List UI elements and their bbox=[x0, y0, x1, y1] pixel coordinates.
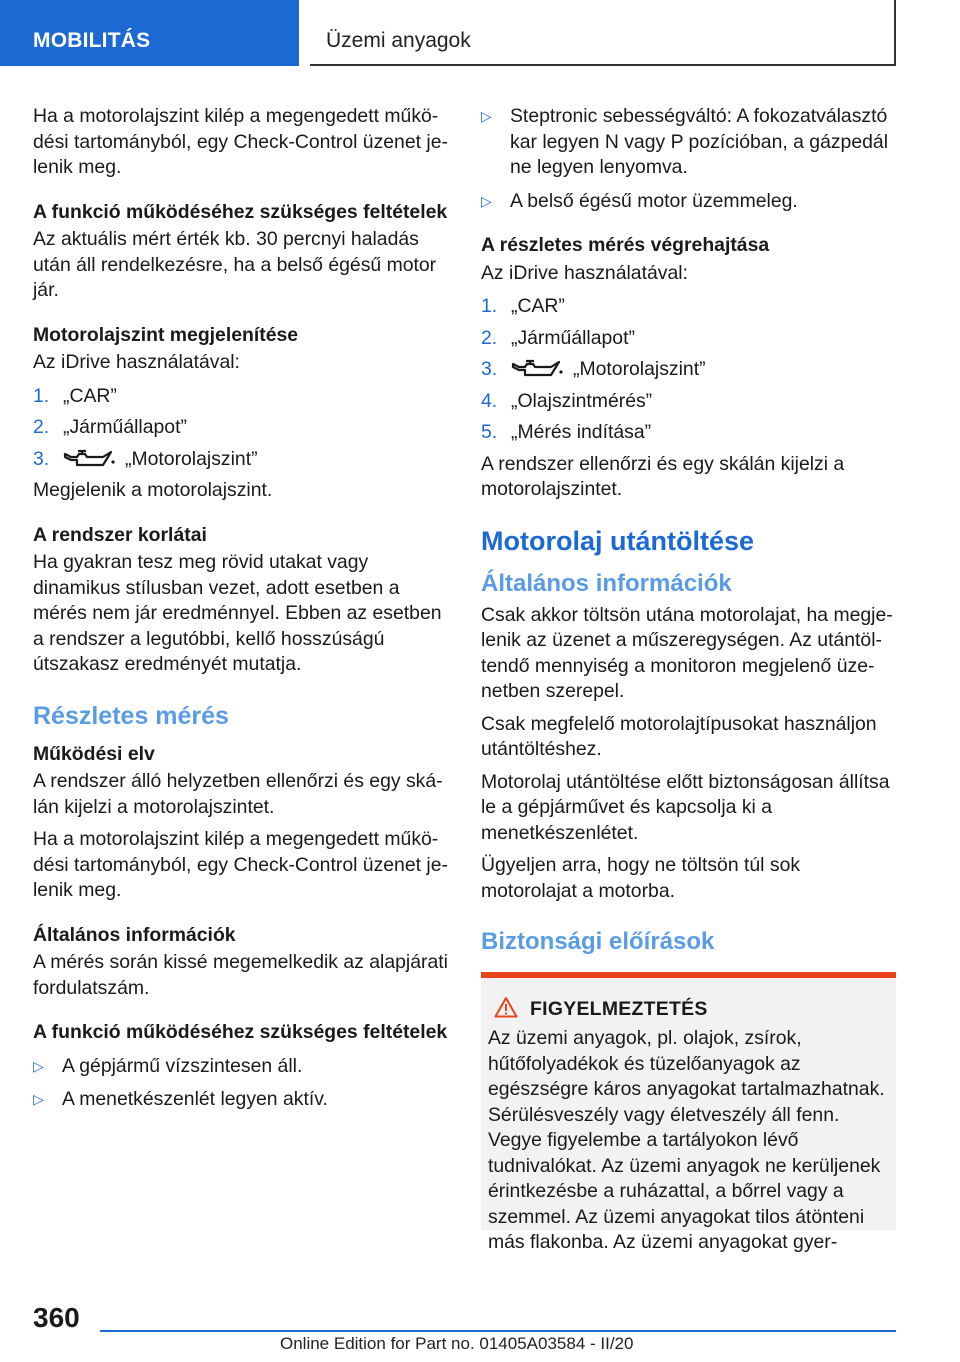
list-item bbox=[481, 389, 896, 415]
subheading-limits: A rendszer korlátai bbox=[33, 523, 207, 546]
paragraph: Csak megfelelő motorolajtípusokat használjon utántöltéshez. bbox=[481, 712, 877, 760]
step-number: 3. bbox=[481, 358, 498, 380]
step-number: 1. bbox=[33, 384, 50, 407]
list-item bbox=[481, 189, 896, 215]
step-number: 1. bbox=[481, 295, 498, 317]
footer-divider bbox=[100, 1330, 896, 1332]
list-item bbox=[33, 1087, 449, 1113]
paragraph: A mérés során kissé megemelkedik az alapjárati fordulatszám. bbox=[33, 951, 448, 999]
page-header bbox=[0, 0, 960, 66]
heading-detailed-measurement: Részletes mérés bbox=[33, 701, 229, 730]
right-column bbox=[481, 104, 896, 1253]
step-text: „Járműállapot” bbox=[511, 326, 635, 349]
list-item bbox=[481, 357, 896, 383]
list-item bbox=[33, 447, 449, 473]
list-item bbox=[481, 104, 896, 181]
paragraph: Csak akkor töltsön utána motorolajat, ha megjelenik az üzenet a műszeregységen. Az utántöltendő mennyiség a monitoron megjelenő üzenetben szerepel. bbox=[481, 603, 893, 702]
bullet-list bbox=[481, 104, 896, 214]
subheading-principle: Működési elv bbox=[33, 742, 155, 765]
list-item bbox=[481, 294, 896, 320]
warning-title-text: FIGYELMEZTETÉS bbox=[530, 998, 708, 1020]
warning-title bbox=[488, 996, 888, 1022]
step-number: 2. bbox=[481, 326, 498, 349]
paragraph: Az iDrive használatával: bbox=[33, 351, 240, 373]
paragraph: A rendszer ellenőrzi és egy skálán kijelzi a motorolajszintet. bbox=[481, 452, 845, 500]
list-item bbox=[33, 415, 449, 441]
bullet-text: A gépjármű vízszintesen áll. bbox=[62, 1054, 303, 1077]
paragraph: Ha gyakran tesz meg rövid utakat vagy dinamikus stílusban vezet, adott esetben a mérés nem jár eredménnyel. Ebben az esetben a rendszer a legutóbbi, kellő hosszúságú útszakasz eredményét mutatja. bbox=[33, 551, 442, 675]
list-item bbox=[33, 384, 449, 410]
heading-general-info: Általános információk bbox=[481, 569, 732, 597]
paragraph: Megjelenik a motorolajszint. bbox=[33, 479, 273, 501]
step-text: „Motorolajszint” bbox=[573, 358, 706, 380]
warning-text: Az üzemi anyagok, pl. olajok, zsírok, hűtőfolyadékok és tüzelőanyagok az egészségre káros anyagokat tartalmazhatnak. Sérülésveszély vagy életveszély áll fenn. Vegye figyelembe a tartályokon lévő tudnivalókat. Az üzemi anyagok ne kerüljenek érintkezésbe a ruházattal, a bőrrel vagy a szemmel. Az üzemi anyagokat tilos átönteni más flakonba. Az üzemi anyagokat gyer- bbox=[488, 1027, 885, 1253]
paragraph: A rendszer álló helyzetben ellenőrzi és egy skálán kijelzi a motorolajszintet. bbox=[33, 770, 443, 818]
step-number: 4. bbox=[481, 389, 498, 412]
paragraph: Az iDrive használatával: bbox=[481, 261, 688, 284]
heading-safety: Biztonsági előírások bbox=[481, 928, 715, 955]
step-number: 3. bbox=[33, 447, 50, 470]
subheading-display: Motorolajszint megjelenítése bbox=[33, 323, 299, 346]
heading-oil-refill: Motorolaj utántöltése bbox=[481, 525, 755, 556]
paragraph: Ügyeljen arra, hogy ne töltsön túl sok motorolajat a motorba. bbox=[481, 854, 801, 902]
list-item bbox=[33, 1054, 449, 1080]
paragraph: Az aktuális mért érték kb. 30 percnyi haladás után áll rendelkezésre, ha a belső égésű motor jár. bbox=[33, 228, 437, 301]
list-item bbox=[481, 420, 896, 446]
edition-text: Online Edition for Part no. 01405A03584 - II/20 bbox=[280, 1334, 634, 1353]
chapter-title: Üzemi anyagok bbox=[310, 0, 896, 66]
warning-triangle-icon bbox=[494, 996, 518, 1018]
step-text: „Olajszintmérés” bbox=[511, 389, 653, 412]
bullet-list bbox=[33, 1054, 449, 1113]
step-text: „CAR” bbox=[63, 384, 117, 407]
subheading-perform: A részletes mérés végrehajtása bbox=[481, 234, 770, 256]
list-item bbox=[481, 326, 896, 352]
triangle-bullet-icon: ▷ bbox=[481, 108, 492, 124]
paragraph: Motorolaj utántöltése előtt biztonságosan állítsa le a gépjárművet és kapcsolja ki a menetkészenlétet. bbox=[481, 770, 890, 844]
step-number: 2. bbox=[33, 416, 50, 438]
step-text: „Járműállapot” bbox=[63, 416, 187, 438]
subheading-general: Általános információk bbox=[33, 923, 236, 946]
triangle-bullet-icon: ▷ bbox=[33, 1057, 44, 1074]
step-text: „Mérés indítása” bbox=[511, 421, 652, 443]
warning-box bbox=[481, 972, 896, 1253]
paragraph: Ha a motorolajszint kilép a megengedett működési tartományból, egy Check-Control üzenet jelenik meg. bbox=[33, 828, 448, 901]
triangle-bullet-icon: ▷ bbox=[33, 1091, 44, 1107]
section-tab: MOBILITÁS bbox=[0, 0, 299, 66]
triangle-bullet-icon: ▷ bbox=[481, 192, 492, 209]
bullet-text: A menetkészenlét legyen aktív. bbox=[62, 1088, 328, 1110]
step-list bbox=[33, 384, 449, 473]
page-number: 360 bbox=[33, 1302, 80, 1333]
step-text: „Motorolajszint” bbox=[125, 447, 258, 470]
step-list bbox=[481, 294, 896, 446]
subheading-conditions: A funkció működéséhez szükséges feltételek bbox=[33, 1021, 448, 1043]
subheading-conditions: A funkció működéséhez szükséges feltételek bbox=[33, 200, 448, 223]
oil-can-icon bbox=[511, 357, 563, 379]
bullet-text: Steptronic sebességváltó: A fokozatválasztó kar legyen N vagy P pozícióban, a gázpedál ne legyen lenyomva. bbox=[510, 105, 889, 178]
bullet-text: A belső égésű motor üzemmeleg. bbox=[510, 189, 798, 212]
left-column bbox=[33, 104, 449, 1121]
step-number: 5. bbox=[481, 421, 498, 443]
paragraph: Ha a motorolajszint kilép a megengedett működési tartományból, egy Check-Control üzenet jelenik meg. bbox=[33, 105, 448, 178]
oil-can-icon bbox=[63, 447, 115, 469]
step-text: „CAR” bbox=[511, 295, 565, 317]
